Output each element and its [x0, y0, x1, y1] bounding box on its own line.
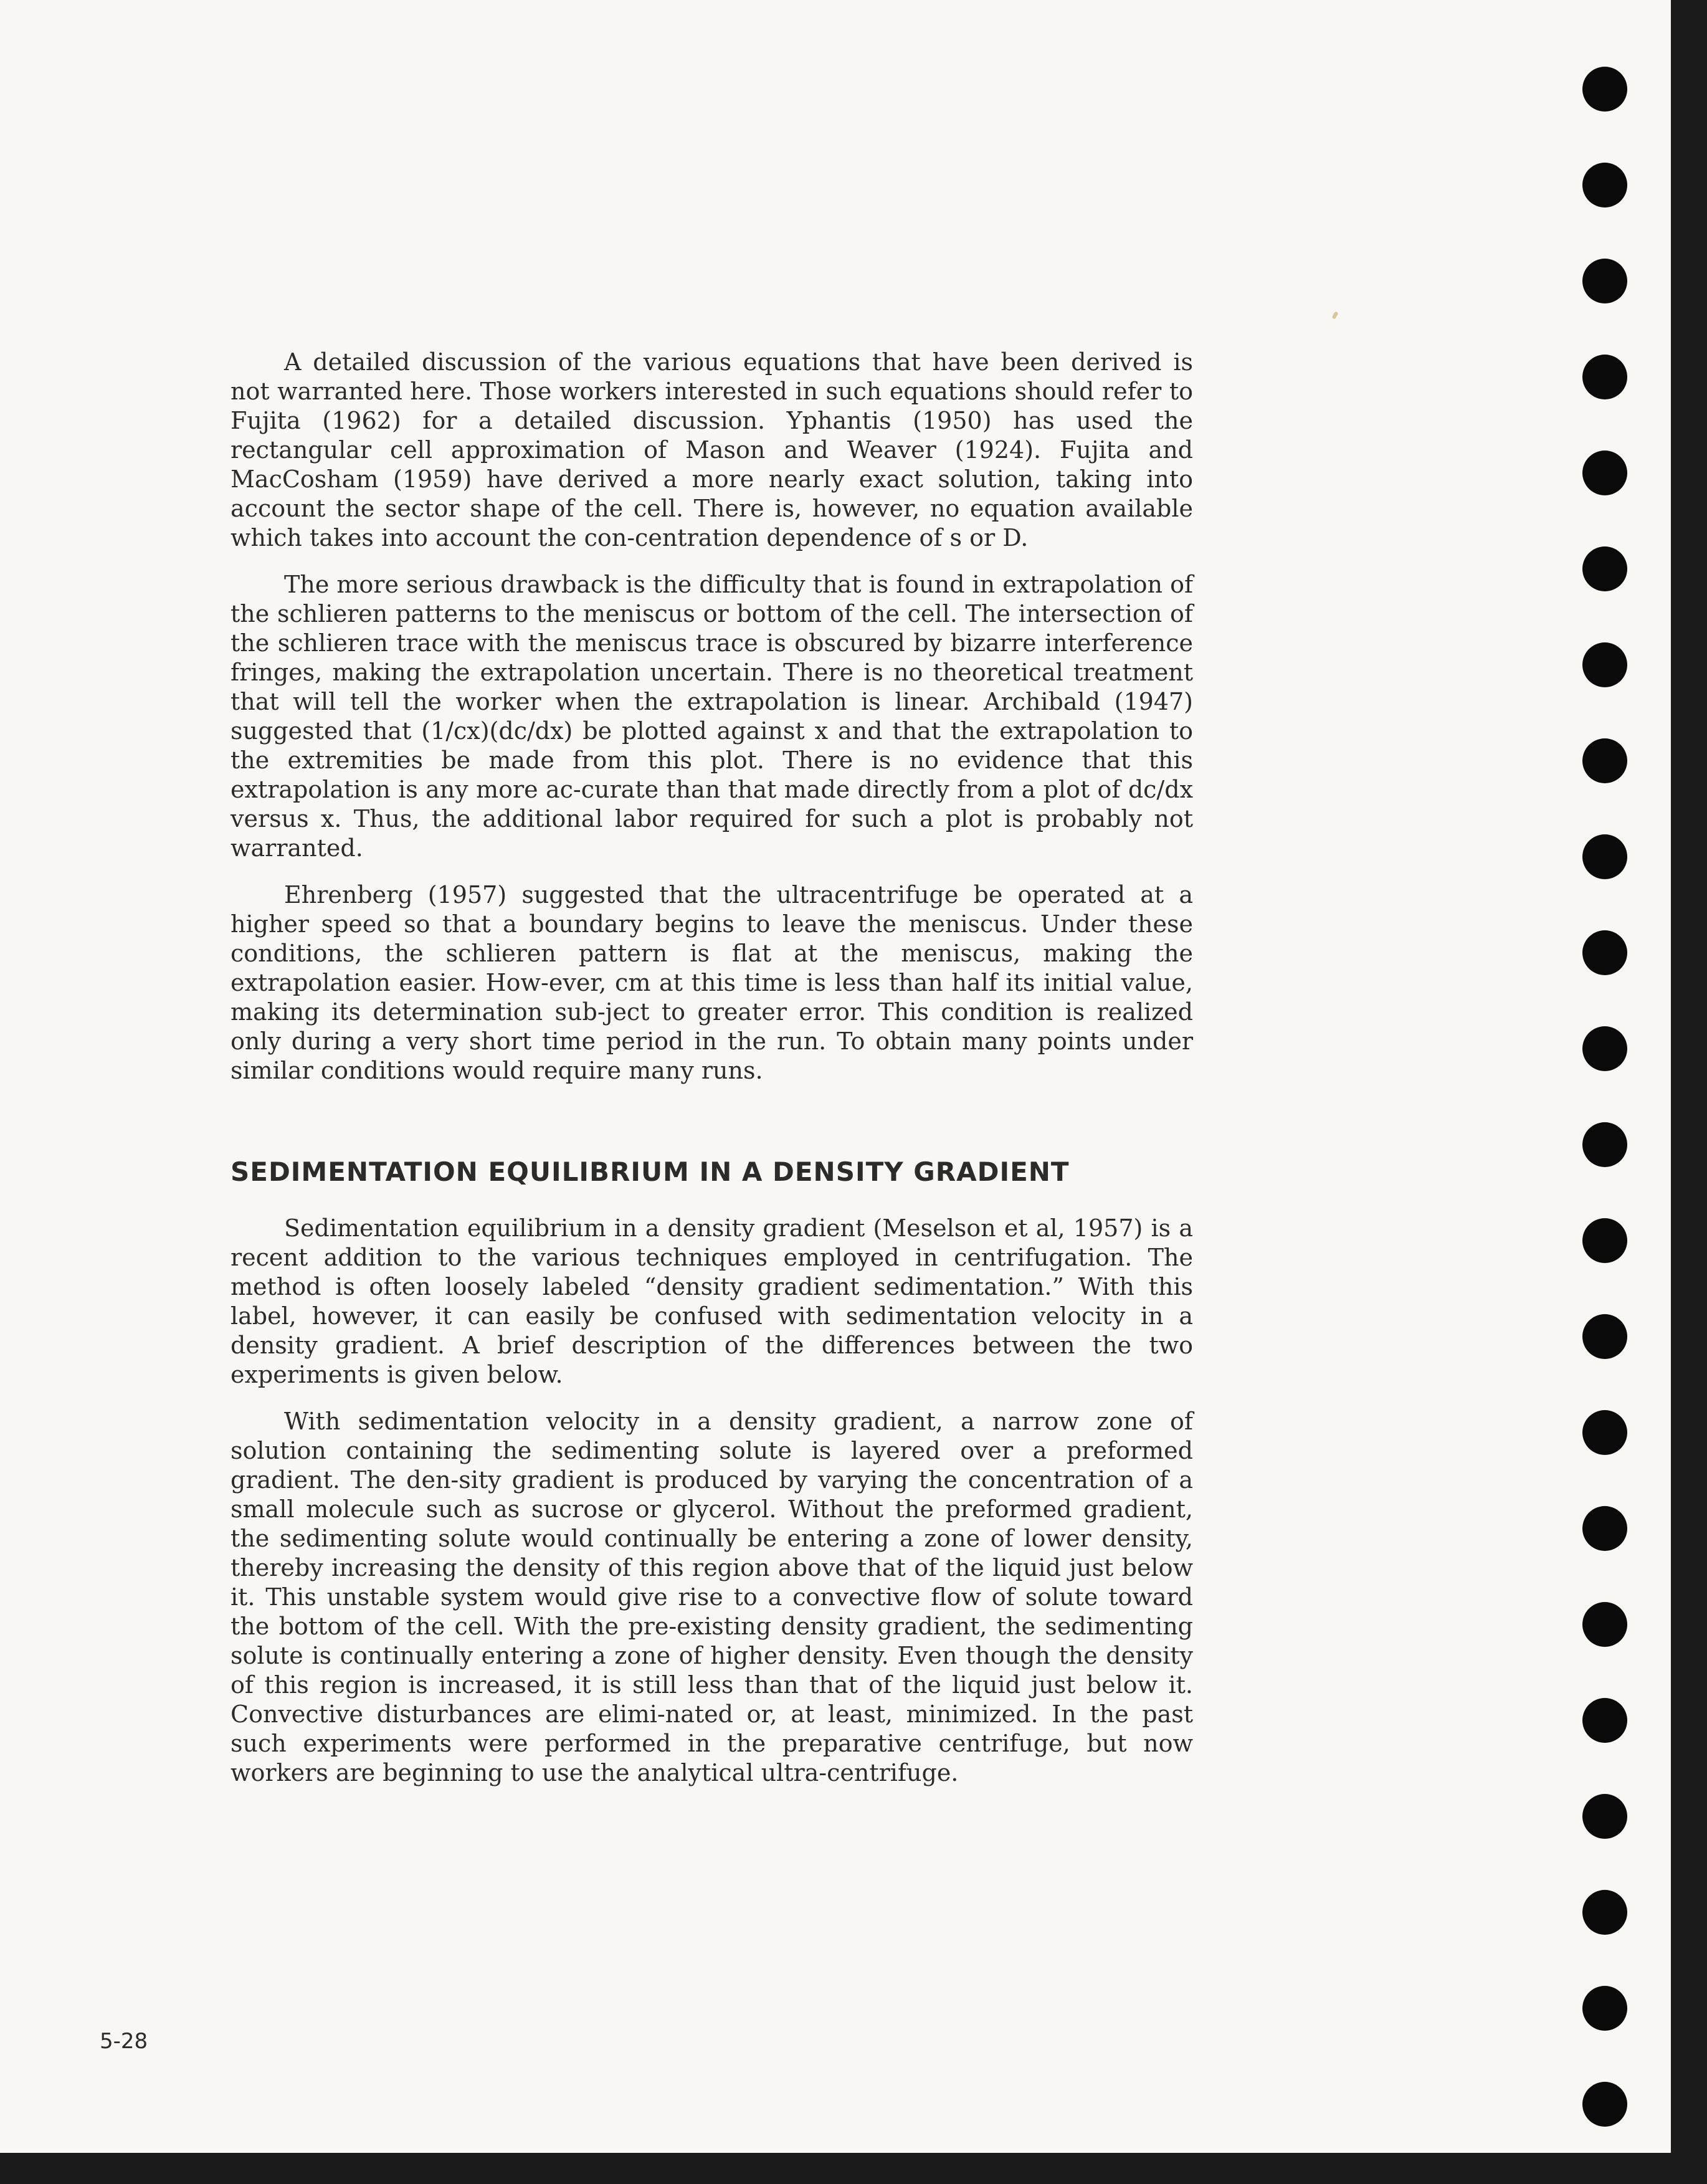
paragraph: Ehrenberg (1957) suggested that the ultracentrifuge be operated at a higher speed so that a boundary begins to leave the meniscus. Under these conditions, the schlieren pattern is flat at the meniscus, making the extrapolation easier. How-ever, cm at this time is less than half its initial value, making its determination sub-ject to greater error. This condition is realized only during a very short time period in the run. To obtain many points under similar conditions would require many runs. — [231, 881, 1193, 1084]
discussion-text-block — [231, 348, 1193, 1085]
paragraph: Sedimentation equilibrium in a density gradient (Meselson et al, 1957) is a recent addition to the various techniques employed in centrifugation. The method is often loosely labeled “density gradient sedimentation.” With this label, however, it can easily be confused with sedimentation velocity in a density gradient. A brief description of the differences between the two experiments is given below. — [231, 1214, 1193, 1388]
page-number: 5-28 — [100, 2029, 148, 2054]
paragraph: The more serious drawback is the difficulty that is found in extrapolation of the schlieren patterns to the meniscus or bottom of the cell. The intersection of the schlieren trace with the meniscus trace is obscured by bizarre interference fringes, making the extrapolation uncertain. There is no theoretical treatment that will tell the worker when the extrapolation is linear. Archibald (1947) suggested that (1/cx)(dc/dx) be plotted against x and that the extrapolation to the extremities be made from this plot. There is no evidence that this extrapolation is any more ac-curate than that made directly from a plot of dc/dx versus x. Thus, the additional labor required for such a plot is probably not warranted. — [231, 571, 1194, 862]
paragraph: With sedimentation velocity in a density gradient, a narrow zone of solution containing the sedimenting solute is layered over a preformed gradient. The den-sity gradient is produced by varying the concentration of a small molecule such as sucrose or glycerol. Without the preformed gradient, the sedimenting solute would continually be entering a zone of lower density, thereby increasing the density of this region above that of the liquid just below it. This unstable system would give rise to a convective flow of solute toward the bottom of the cell. With the pre-existing density gradient, the sedimenting solute is continually entering a zone of higher density. Even though the density of this region is increased, it is still less than that of the liquid just below it. Convective disturbances are elimi-nated or, at least, minimized. In the past such experiments were performed in the preparative centrifuge, but now workers are beginning to use the analytical ultra-centrifuge. — [231, 1408, 1193, 1786]
equilibrium-text-block — [231, 1214, 1193, 1788]
paper-fleck — [1331, 311, 1338, 319]
paragraph: A detailed discussion of the various equations that have been derived is not warranted here. Those workers interested in such equations should refer to Fujita (1962) for a detailed discussion. Yphantis (1950) has used the rectangular cell approximation of Mason and Weaver (1924). Fujita and MacCosham (1959) have derived a more nearly exact solution, taking into account the sector shape of the cell. There is, however, no equation available which takes into account the con-centration dependence of s or D. — [231, 348, 1193, 551]
section-heading: SEDIMENTATION EQUILIBRIUM IN A DENSITY GRADIENT — [231, 1156, 1070, 1187]
